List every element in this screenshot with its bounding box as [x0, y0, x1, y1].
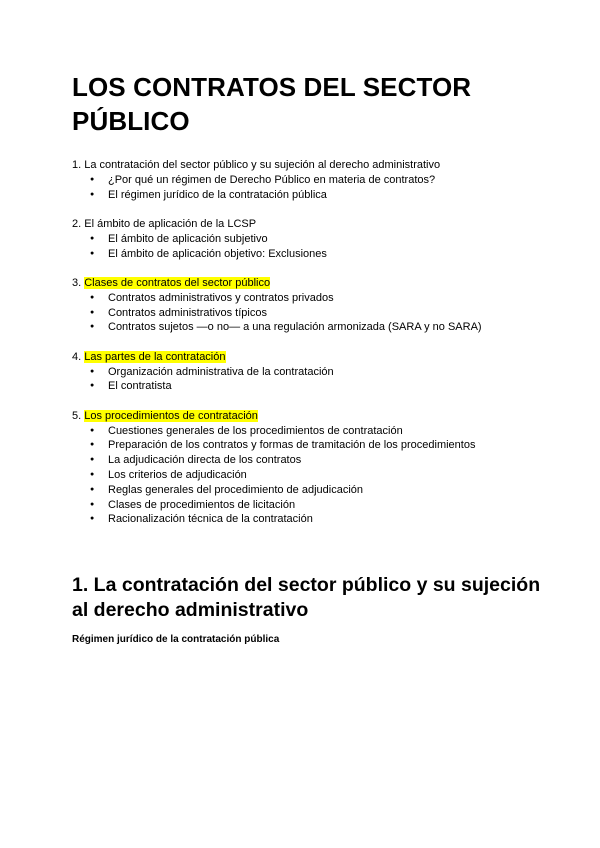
toc-section-number: 1.: [72, 159, 85, 171]
toc-bullet-item: ● El contratista: [90, 379, 542, 394]
toc-section-title: El ámbito de aplicación de la LCSP: [84, 217, 257, 230]
toc-bullet-list: [72, 365, 542, 395]
toc-section-title: Los procedimientos de contratación: [84, 409, 258, 422]
toc-bullet-item: ● Los criterios de adjudicación: [90, 468, 542, 483]
subheading: Régimen jurídico de la contratación pública: [72, 634, 280, 645]
toc-section: [72, 158, 542, 202]
toc-section-number: 3.: [72, 276, 85, 289]
toc-bullet-item: ● Organización administrativa de la contratación: [90, 365, 542, 380]
toc-bullet-list: [72, 424, 542, 528]
toc-bullet-list: [72, 232, 542, 262]
toc-section-title: La contratación del sector público y su sujeción al derecho administrativo: [84, 159, 441, 171]
toc-section-heading: [72, 350, 542, 365]
toc-section: [72, 217, 542, 261]
toc-bullet-item: ● Contratos administrativos típicos: [90, 306, 542, 321]
toc-section-number: 5.: [72, 409, 85, 422]
toc-section-number: 2.: [72, 217, 85, 230]
toc-section: [72, 276, 542, 335]
toc-bullet-item: ● Racionalización técnica de la contratación: [90, 512, 542, 527]
toc-section-title: Clases de contratos del sector público: [84, 276, 271, 289]
toc-bullet-list: [72, 173, 542, 203]
toc-section-number: 4.: [72, 350, 85, 363]
toc-section: [72, 409, 542, 527]
toc-section-heading: [72, 217, 542, 232]
toc-bullet-item: ● El ámbito de aplicación objetivo: Exclusiones: [90, 247, 542, 262]
section-heading: 1. La contratación del sector público y su sujeción al derecho administrativo: [72, 574, 541, 621]
toc-bullet-list: [72, 291, 542, 335]
document-title: LOS CONTRATOS DEL SECTOR PÚBLICO: [72, 72, 472, 136]
toc-section-heading: [72, 158, 542, 173]
toc-bullet-item: ● Contratos sujetos —o no— a una regulación armonizada (SARA y no SARA): [90, 320, 542, 335]
toc-bullet-item: ● Reglas generales del procedimiento de adjudicación: [90, 483, 542, 498]
toc-bullet-item: ● ¿Por qué un régimen de Derecho Público en materia de contratos?: [90, 173, 542, 188]
table-of-contents: [72, 158, 542, 542]
toc-section: [72, 350, 542, 394]
toc-section-heading: [72, 276, 542, 291]
toc-bullet-item: ● El ámbito de aplicación subjetivo: [90, 232, 542, 247]
toc-section-heading: [72, 409, 542, 424]
toc-bullet-item: ● El régimen jurídico de la contratación pública: [90, 188, 542, 203]
toc-bullet-item: ● La adjudicación directa de los contratos: [90, 453, 542, 468]
toc-bullet-item: ● Contratos administrativos y contratos privados: [90, 291, 542, 306]
toc-bullet-item: ● Cuestiones generales de los procedimientos de contratación: [90, 424, 542, 439]
toc-section-title: Las partes de la contratación: [84, 350, 226, 363]
toc-bullet-item: ● Preparación de los contratos y formas de tramitación de los procedimientos: [90, 438, 542, 453]
toc-bullet-item: ● Clases de procedimientos de licitación: [90, 498, 542, 513]
